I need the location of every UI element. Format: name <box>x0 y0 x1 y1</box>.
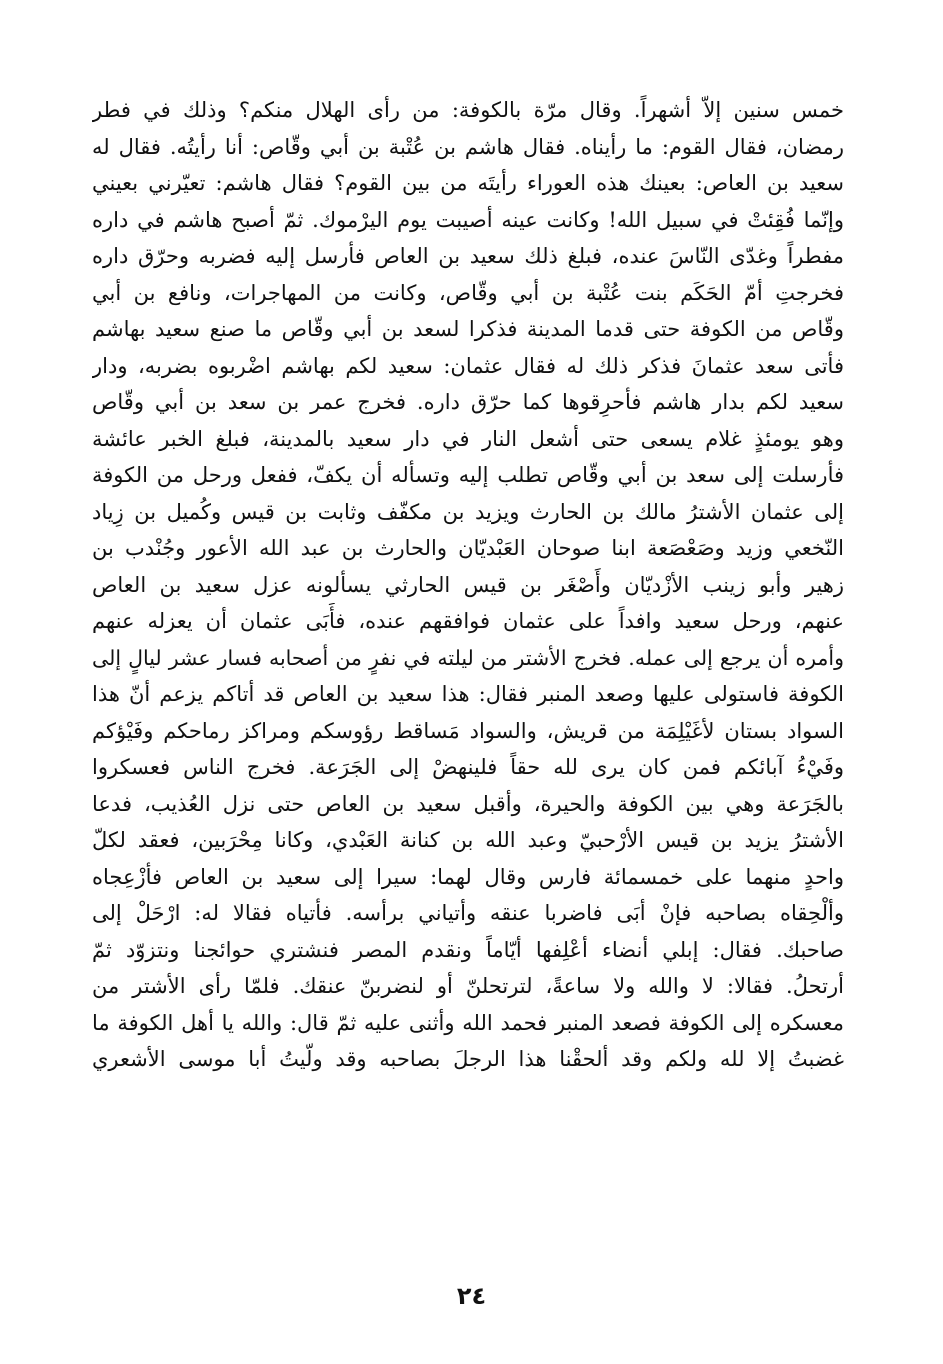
text-line: الأشترُ يزيد بن قيس الأرْحبيّ وعبد الله بن كنانة العَبْدي، وكانا مِحْرَبين، فعقد لكلّ <box>92 828 844 852</box>
document-page <box>92 92 844 1292</box>
text-line: واحدٍ منهما على خمسمائة فارس وقال لهما: سيرا إلى سعيد بن العاص فأزْعِجاه <box>92 864 844 889</box>
text-line: سعيد لكم بدار هاشم فأحرِقوها كما حرّق داره. فخرج عمر بن سعد بن أبي وقّاص <box>92 390 844 414</box>
text-line: وألْحِقاه بصاحبه فإنْ أبَى فاضربا عنقه وأتياني برأسه. فأتياه فقالا له: ارْحَلْ إلى <box>92 901 844 925</box>
text-line: فخرجتِ أمّ الحَكَم بنت عُتْبة بن أبي وقّاص، وكانت من المهاجرات، ونافع بن أبي <box>92 280 844 305</box>
page-number: ٢٤ <box>456 1282 487 1310</box>
text-line: سعيد بن العاص: بعينك هذه العوراء رأيتَه من بين القوم؟ فقال هاشم: تعيّرني بعيني <box>92 171 844 195</box>
text-line: وإنّما فُقِئتْ في سبيل الله! وكانت عينه أصيبت يوم اليرْموك. ثمّ أصبح هاشم في داره <box>92 207 844 232</box>
text-line: الكوفة فاستولى عليها وصعد المنبر فقال: هذا سعيد بن العاص قد أتاكم يزعم أنّ هذا <box>92 682 844 706</box>
text-line: النّخعي وزيد وصَعْصَعة ابنا صوحان العَبْديّان والحارث بن عبد الله الأعور وجُنْدب بن <box>92 536 844 560</box>
text-line: عنهم، ورحل سعيد وافداً على عثمان فوافقهم عنده، فأَبَى عثمان أن يعزله عنهم <box>92 609 844 633</box>
text-line: السواد بستان لأغَيْلِمَة من قريش، والسواد مَساقط رؤوسكم ومراكز رماحكم وفَيْؤكم <box>92 718 844 743</box>
text-line: خمس سنين إلاّ أشهراً. وقال مرّة بالكوفة: من رأى الهلال منكم؟ وذلك في فطر <box>92 98 844 122</box>
text-line: وقّاص من الكوفة حتى قدما المدينة فذكرا لسعد بن أبي وقّاص ما صنع سعيد بهاشم <box>92 317 844 341</box>
text-line: معسكره إلى الكوفة فصعد المنبر فحمد الله وأثنى عليه ثمّ قال: والله يا أهل الكوفة ما <box>92 1010 844 1035</box>
text-line: بالجَرَعة وهي بين الكوفة والحيرة، وأقبل سعيد بن العاص حتى نزل العُذيب، فدعا <box>92 791 844 816</box>
text-line: وهو يومئذٍ غلام يسعى حتى أشعل النار في دار سعيد بالمدينة، فبلغ الخبر عائشة <box>92 426 844 451</box>
text-line: أرتحلُ. فقالا: لا والله ولا ساعةً، لترتحلنّ أو لنضربنّ عنقك. فلمّا رأى الأشتر من <box>92 974 844 998</box>
text-line: غضبتُ إلا لله ولكم وقد ألحقْنا هذا الرجلَ بصاحبه وقد ولّيتُ أبا موسى الأشعري <box>92 1047 844 1071</box>
text-line: وأمره أن يرجع إلى عمله. فخرج الأشتر من ليلته في نفرٍ من أصحابه فسار عشر ليالٍ إلى <box>92 645 844 670</box>
text-line: صاحبك. فقال: إبلي أنضاء أعْلِفها أيّاماً ونقدم المصر فنشتري حوائجنا ونتزوّد ثمّ <box>92 937 844 962</box>
text-line: زهير وأبو زينب الأزْديّان وأَصْغَر بن قيس الحارثي يسألونه عزل سعيد بن العاص <box>92 572 844 597</box>
text-line: رمضان، فقال القوم: ما رأيناه. فقال هاشم بن عُتْبة بن أبي وقّاص: أنا رأيتُه. فقال له <box>92 134 844 159</box>
text-line: مفطراً وغدّى النّاسَ عنده، فبلغ ذلك سعيد بن العاص فأرسل إليه فضربه وحرّق داره <box>92 244 844 268</box>
text-line: وفَيْءُ آبائكم فمن كان يرى لله حقاً فلينهضْ إلى الجَرَعة. فخرج الناس فعسكروا <box>92 755 844 779</box>
body-text <box>92 92 844 1078</box>
text-line: فأرسلت إلى سعد بن أبي وقّاص تطلب إليه وتسأله أن يكفّ، ففعل ورحل من الكوفة <box>92 463 844 487</box>
text-line: إلى عثمان الأشترُ مالك بن الحارث ويزيد بن مكفّف وثابت بن قيس وكُميل بن زِياد <box>92 499 844 524</box>
text-line: فأتى سعد عثمانَ فذكر ذلك له فقال عثمان: سعيد لكم بهاشم اضْربوه بضربه، ودار <box>92 353 844 378</box>
